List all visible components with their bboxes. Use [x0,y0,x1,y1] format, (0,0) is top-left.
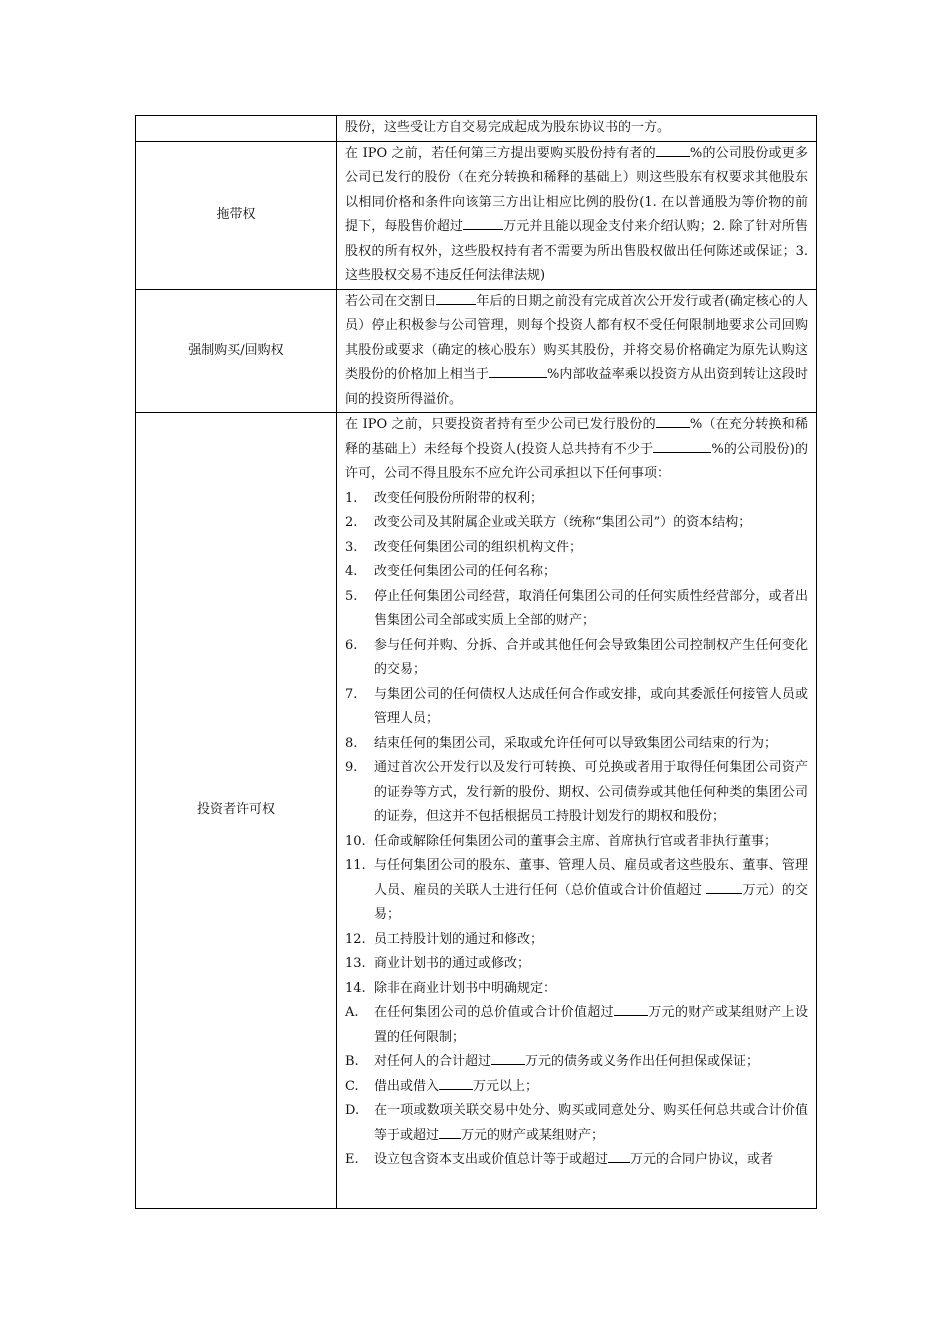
fill-blank [439,1076,473,1090]
item-text: 与集团公司的任何债权人达成任何合作或安排，或向其委派任何接管人员或管理人员； [374,686,808,726]
text-segment: 与任何集团公司的股东、董事、管理人员、雇员或者这些股东、董事、管理人员、雇员的关联人士进行任何（总价值或合计价值超过 [374,858,808,898]
item-number: D. [345,1103,360,1118]
fill-blank [489,364,547,378]
table-row [136,413,817,1209]
fill-blank [706,880,742,894]
text-segment: 万元的财产或某组财产上设置的任何限制； [374,1005,808,1045]
row-label-empty [136,116,337,142]
paragraph [345,413,808,487]
item-number: 11. [345,858,366,873]
list-item [345,854,808,928]
text-segment: %的公司股份)的许可，公司不得且股东不应允许公司承担以下任何事项： [345,441,808,481]
item-text: 改变任何股份所附带的权利； [374,490,544,506]
paragraph: 股份，这些受让方自交易完成起成为股东协议书的一方。 [345,120,671,135]
item-text: 员工持股计划的通过和修改； [374,931,544,947]
list-item [345,756,808,830]
item-number: 10. [345,833,366,849]
fill-blank [656,414,690,428]
row-label-text: 投资者许可权 [196,802,275,818]
text-segment: 对任何人的合计超过 [374,1054,492,1069]
item-text [374,1001,808,1050]
list-item [345,634,808,683]
table-row [136,116,817,142]
list-item [345,1148,808,1173]
text-segment: 万元的债务或义务作出任何担保或保证； [525,1054,760,1069]
text-segment: 在任何集团公司的总价值或合计价值超过 [374,1005,614,1020]
fill-blank [491,1051,525,1065]
row-label-investor-consent [136,413,337,1209]
paragraph [345,142,808,289]
text-segment: %内部收益率乘以投资方从出资到转让这段时间的投资所得溢价。 [345,367,808,407]
item-number: A. [345,1005,359,1020]
list-item [345,683,808,732]
fill-blank [608,1149,630,1163]
text-segment: %（在充分转换和稀释的基础上）未经每个投资人(投资人总共持有不少于 [345,417,808,457]
row-label-text: 拖带权 [216,206,256,222]
row-content [337,413,817,1209]
item-text [374,1148,808,1173]
fill-blank [614,1002,648,1016]
item-text [374,1099,808,1148]
fill-blank [436,291,476,305]
list-item [345,536,808,561]
text-segment: 若公司在交割日 [345,293,437,309]
item-text: 任命或解除任何集团公司的董事会主席、首席执行官或者非执行董事； [374,833,778,849]
row-content [337,289,817,413]
row-label-redemption [136,289,337,413]
item-text: 除非在商业计划书中明确规定： [374,980,557,996]
item-text [374,1075,808,1100]
list-item [345,511,808,536]
item-number: 1. [345,490,358,506]
list-item [345,487,808,512]
list-item [345,928,808,953]
list-item [345,560,808,585]
list-item [345,952,808,977]
row-content [337,141,817,289]
paragraph [345,290,808,413]
fill-blank [463,216,503,230]
fill-blank [439,1125,461,1139]
item-text: 商业计划书的通过或修改； [374,956,531,971]
text-segment: 万元并且能以现金支付来介绍认购；2. 除了针对所售股权的所有权外，这些股权持有者不需要为所出售股权做出任何陈述或保证；3. 这些股权交易不违反任何法律法规) [345,219,808,283]
list-item [345,830,808,855]
text-segment: 年后的日期之前没有完成首次公开发行或者(确定核心的人员）停止积极参与公司管理，则每个投资人都有权不受任何限制地要求公司回购其股份或要求（确定的核心股东）购买其股份，并将交易价格确定为原先认购这类股份的价格加上相当于 [345,293,808,382]
text-segment: 借出或借入 [374,1078,440,1094]
item-text [374,1050,808,1075]
text-segment: 在一项或数项关联交易中处分、购买或同意处分、购买任何总共或合计价值等于或超过 [374,1103,808,1143]
fill-blank [656,143,690,157]
text-segment: 设立包含资本支出或价值总计等于或超过 [374,1152,609,1167]
item-number: 8. [345,735,358,751]
item-text: 参与任何并购、分拆、合并或其他任何会导致集团公司控制权产生任何变化的交易； [374,637,808,677]
text-segment: 在 IPO 之前，若任何第三方提出要购买股份持有者的 [345,145,656,161]
list-item [345,1075,808,1100]
item-number: 12. [345,931,366,947]
item-number: C. [345,1078,359,1094]
item-text [374,854,808,928]
row-content [337,116,817,142]
table-row [136,289,817,413]
row-label-text: 强制购买/回购权 [188,342,284,358]
item-number: 9. [345,760,358,775]
item-number: 7. [345,686,358,702]
list-item [345,1099,808,1148]
item-number: 13. [345,956,366,971]
item-text: 结束任何的集团公司，采取或允许任何可以导致集团公司结束的行为； [374,735,778,751]
item-text: 改变任何集团公司的组织机构文件； [374,539,583,555]
text-segment: %的公司股份或更多公司已发行的股份（在充分转换和稀释的基础上）则这些股东有权要求其他股东以相同价格和条件向该第三方出让相应比例的股份(1. 在以普通股为等价物的前提下，每股售价超过 [345,145,808,234]
list-item [345,1050,808,1075]
item-number: 2. [345,515,358,530]
item-text: 通过首次公开发行以及发行可转换、可兑换或者用于取得任何集团公司资产的证券等方式，发行新的股份、期权、公司债券或其他任何种类的集团公司的证券，但这并不包括根据员工持股计划发行的期权和股份； [374,760,808,824]
text-segment: 万元的合同户协议，或者 [630,1152,774,1167]
text-segment: 万元以上； [473,1078,539,1094]
item-text: 改变任何集团公司的任何名称； [374,564,557,579]
item-text: 停止任何集团公司经营，取消任何集团公司的任何实质性经营部分，或者出售集团公司全部或实质上全部的财产； [374,588,808,628]
item-number: 6. [345,637,358,653]
item-number: E. [345,1152,359,1167]
fill-blank [653,439,711,453]
item-number: 5. [345,588,358,604]
list-item [345,585,808,634]
text-segment: 在 IPO 之前，只要投资者持有至少公司已发行股份的 [345,417,656,432]
text-segment: 万元的财产或某组财产； [461,1127,605,1143]
text-segment: 万元）的交易； [374,882,808,922]
table-row [136,141,817,289]
terms-table [135,115,817,1209]
item-number: 3. [345,539,358,555]
row-label-drag-along [136,141,337,289]
list-item [345,977,808,1002]
item-number: 14. [345,980,366,996]
item-text: 改变公司及其附属企业或关联方（统称“集团公司”）的资本结构； [374,515,752,530]
list-item [345,732,808,757]
item-number: 4. [345,564,358,579]
list-item [345,1001,808,1050]
item-number: B. [345,1054,359,1069]
